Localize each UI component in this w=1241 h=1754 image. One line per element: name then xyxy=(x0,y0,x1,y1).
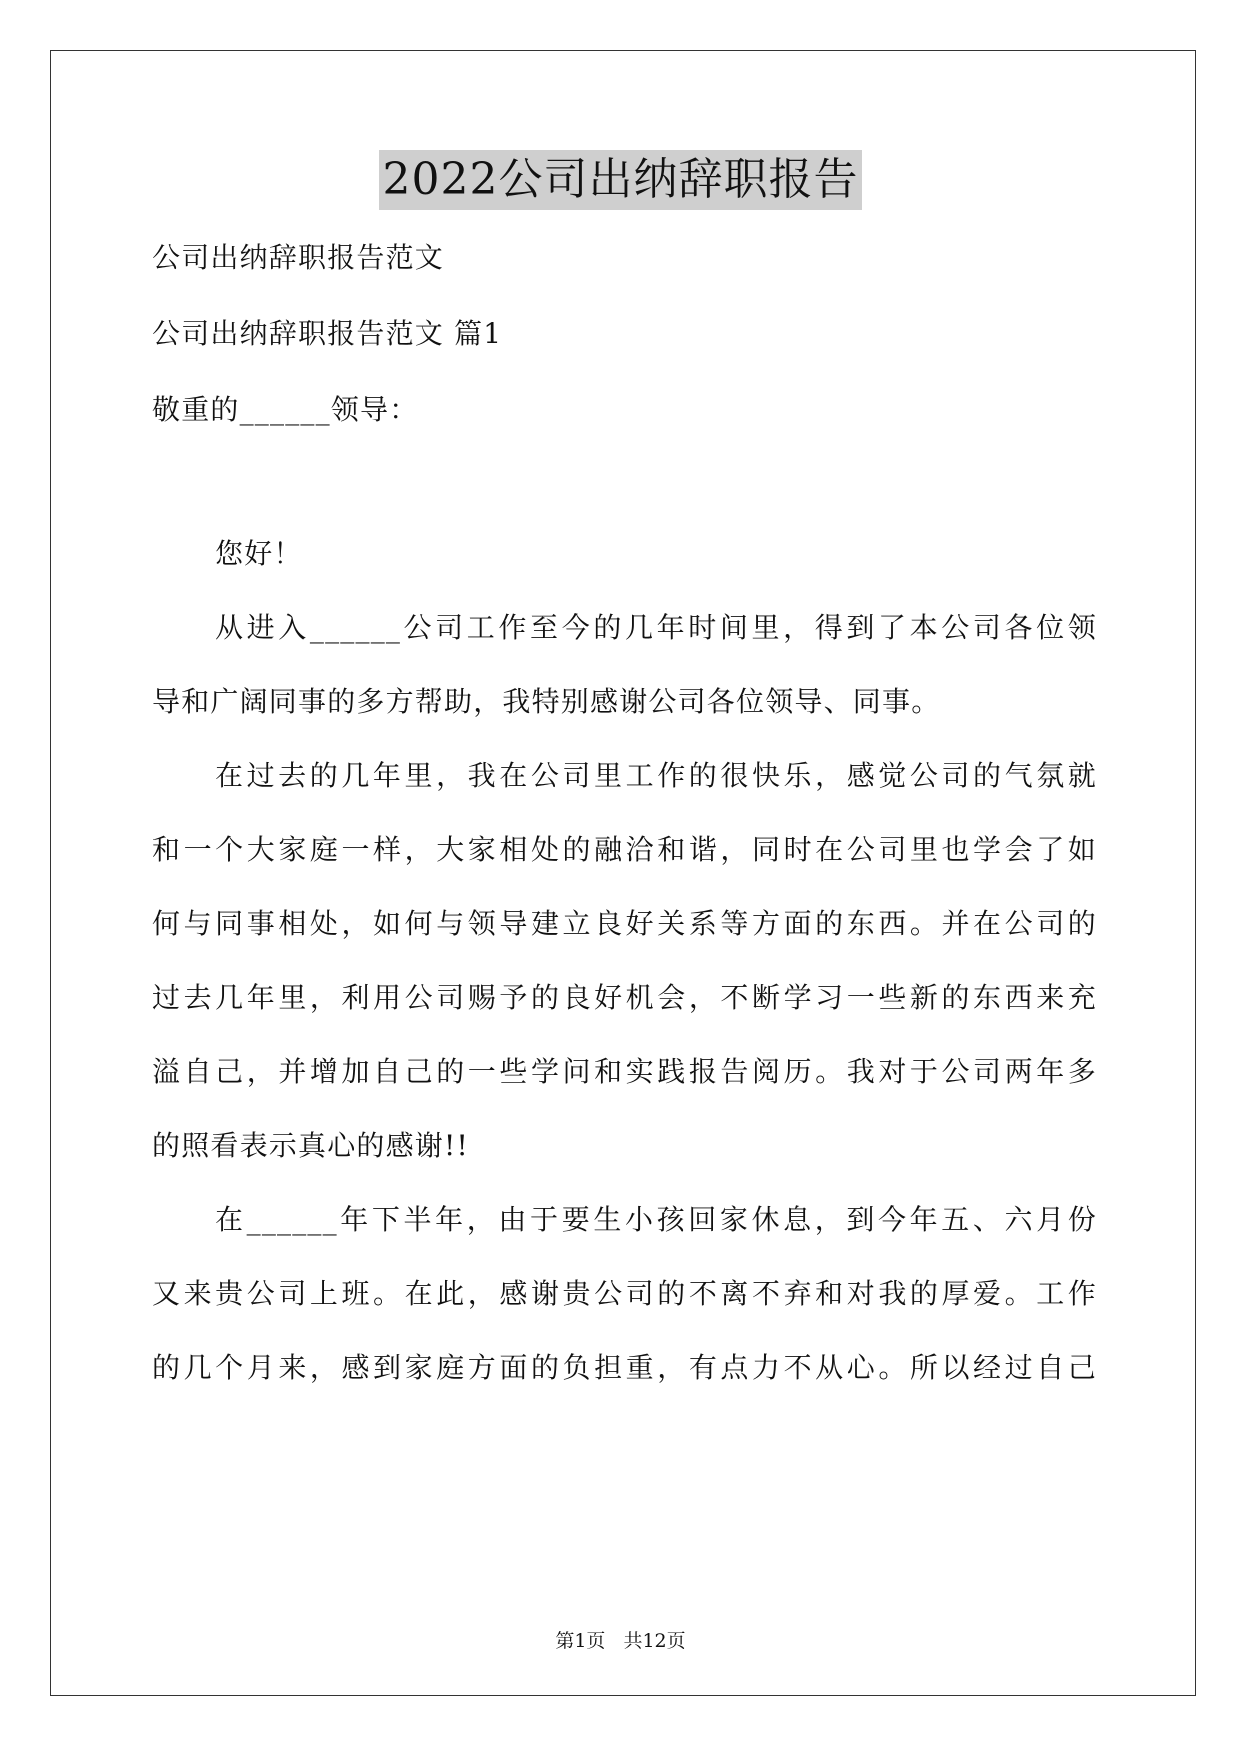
page-total: 共12页 xyxy=(623,1630,686,1652)
paragraph-line: 从进入______公司工作至今的几年时间里，得到了本公司各位领 xyxy=(215,611,1097,644)
page-border xyxy=(50,50,1196,1696)
page-number: 第1页 xyxy=(555,1630,606,1652)
paragraph-line: 又来贵公司上班。在此，感谢贵公司的不离不弃和对我的厚爱。工作 xyxy=(152,1277,1097,1310)
paragraph-line: 在过去的几年里，我在公司里工作的很快乐，感觉公司的气氛就 xyxy=(215,759,1097,792)
greeting: 您好！ xyxy=(215,537,303,570)
salutation: 敬重的______领导： xyxy=(152,393,419,426)
subtitle-line: 公司出纳辞职报告范文 xyxy=(152,241,445,274)
paragraph-line: 在______年下半年，由于要生小孩回家休息，到今年五、六月份 xyxy=(215,1203,1097,1236)
paragraph-line: 导和广阔同事的多方帮助，我特别感谢公司各位领导、同事。 xyxy=(152,685,941,718)
paragraph-line: 溢自己，并增加自己的一些学问和实践报告阅历。我对于公司两年多 xyxy=(152,1055,1097,1088)
title-container xyxy=(0,150,1241,210)
section-heading: 公司出纳辞职报告范文 篇1 xyxy=(152,317,503,350)
paragraph-line: 和一个大家庭一样，大家相处的融洽和谐，同时在公司里也学会了如 xyxy=(152,833,1097,866)
paragraph-line: 的照看表示真心的感谢!! xyxy=(152,1129,469,1162)
paragraph-line: 过去几年里，利用公司赐予的良好机会，不断学习一些新的东西来充 xyxy=(152,981,1097,1014)
paragraph-line: 的几个月来，感到家庭方面的负担重，有点力不从心。所以经过自己 xyxy=(152,1351,1097,1384)
page-footer xyxy=(0,1628,1241,1654)
paragraph-line: 何与同事相处，如何与领导建立良好关系等方面的东西。并在公司的 xyxy=(152,907,1097,940)
document-title: 2022公司出纳辞职报告 xyxy=(379,150,863,210)
